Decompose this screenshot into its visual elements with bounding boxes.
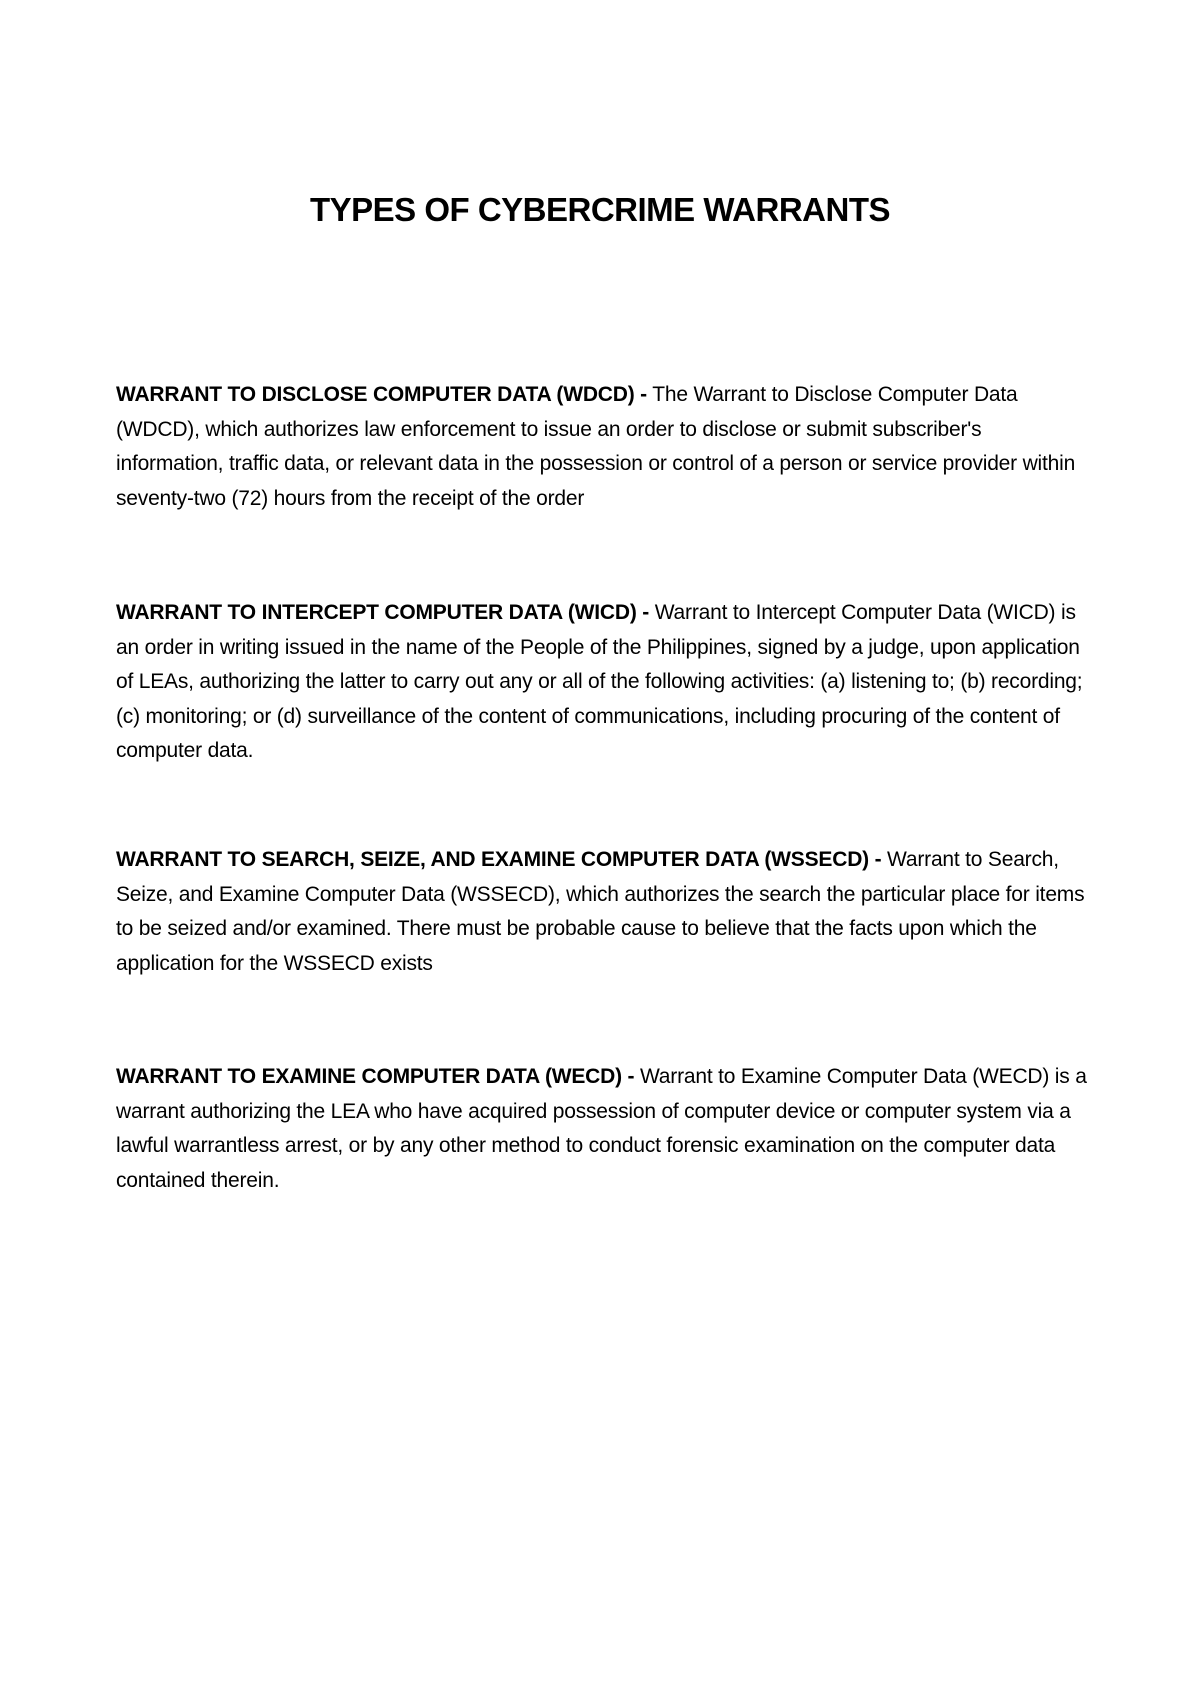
section-wssecd [116,843,1094,981]
section-term: WARRANT TO SEARCH, SEIZE, AND EXAMINE COMPUTER DATA (WSSECD) - [116,848,882,871]
section-wicd [116,596,1094,769]
section-text: Warrant to Examine Computer Data (WECD) is a warrant authorizing the LEA who have acquired possession of computer device or computer system via a lawful warrantless arrest, or by any other method to conduct forensic examination on the computer data contained therein. [116,1065,1087,1192]
page-title: TYPES OF CYBERCRIME WARRANTS [309,191,891,228]
section-text: Warrant to Intercept Computer Data (WICD) is an order in writing issued in the name of the People of the Philippines, signed by a judge, upon application of LEAs, authorizing the latter to carry out any or all of the following activities: (a) listening to; (b) recording; (c) monitoring; or (d) surveillance of the content of communications, including procuring of the content of computer data. [116,601,1083,762]
section-wdcd [116,378,1094,516]
section-term: WARRANT TO DISCLOSE COMPUTER DATA (WDCD) - [116,383,647,406]
section-term: WARRANT TO INTERCEPT COMPUTER DATA (WICD) - [116,601,650,624]
section-term: WARRANT TO EXAMINE COMPUTER DATA (WECD) - [116,1065,635,1088]
section-wecd [116,1060,1094,1198]
section-text: The Warrant to Disclose Computer Data (WDCD), which authorizes law enforcement to issue an order to disclose or submit subscriber's information, traffic data, or relevant data in the possession or control of a person or service provider within seventy-two (72) hours from the receipt of the order [116,383,1076,510]
section-text: Warrant to Search, Seize, and Examine Computer Data (WSSECD), which authorizes the search the particular place for items to be seized and/or examined. There must be probable cause to believe that the facts upon which the application for the WSSECD exists [116,848,1085,975]
